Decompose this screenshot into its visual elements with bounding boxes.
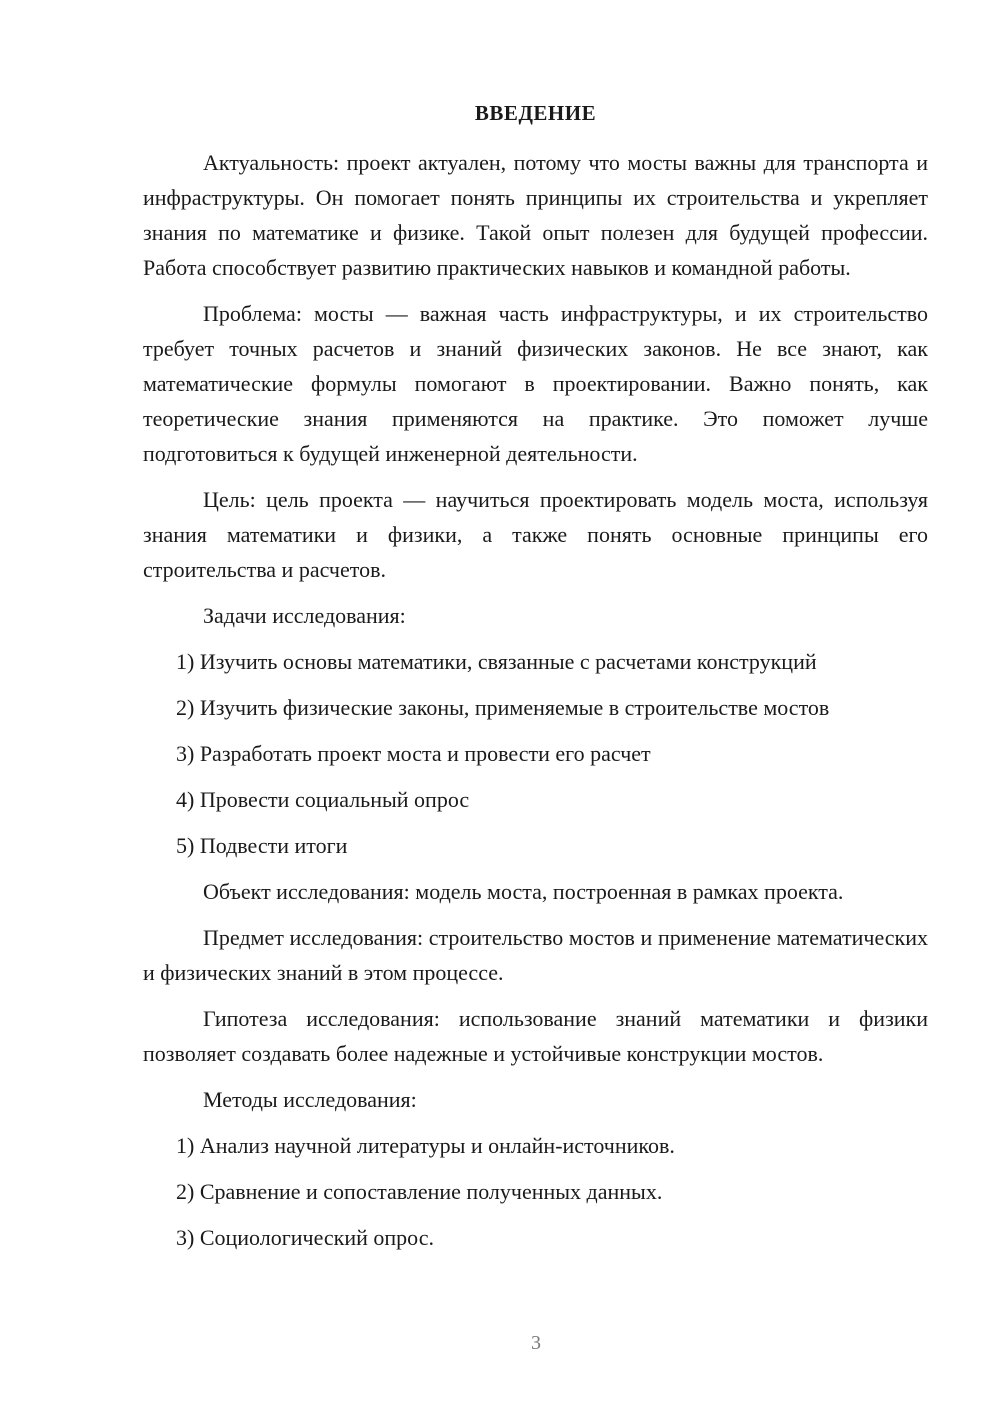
document-page	[143, 96, 928, 1266]
hypothesis-paragraph: Гипотеза исследования: использование знаний математики и физики позволяет создавать более надежные и устойчивые конструкции мостов.	[143, 1006, 928, 1066]
page-number: 3	[531, 1332, 541, 1354]
relevance-paragraph: Актуальность: проект актуален, потому что мосты важны для транспорта и инфраструктуры. Он помогает понять принципы их строительства и укрепляет знания по математике и физике. Такой опыт полезен для будущей профессии. Работа способствует развитию практических навыков и командной работы.	[143, 150, 928, 280]
list-item: 1) Анализ научной литературы и онлайн-источников.	[176, 1133, 675, 1158]
methods-heading: Методы исследования:	[203, 1087, 417, 1112]
tasks-heading: Задачи исследования:	[203, 603, 406, 628]
goal-paragraph: Цель: цель проекта — научиться проектировать модель моста, используя знания математики и физики, а также понять основные принципы его строительства и расчетов.	[143, 487, 928, 582]
methods-list	[143, 1128, 928, 1255]
list-item: 4) Провести социальный опрос	[176, 787, 470, 812]
section-title: ВВЕДЕНИЕ	[474, 101, 597, 125]
problem-paragraph: Проблема: мосты — важная часть инфраструктуры, и их строительство требует точных расчетов и знаний физических законов. Не все знают, как математические формулы помогают в проектировании. Важно понять, как теоретические знания применяются на практике. Это поможет лучше подготовиться к будущей инженерной деятельности.	[143, 301, 928, 466]
list-item: 5) Подвести итоги	[176, 833, 348, 858]
list-item: 2) Сравнение и сопоставление полученных данных.	[176, 1179, 663, 1204]
list-item: 3) Социологический опрос.	[176, 1225, 434, 1250]
tasks-list	[143, 644, 928, 863]
subject-paragraph: Предмет исследования: строительство мостов и применение математических и физических знаний в этом процессе.	[143, 925, 928, 985]
object-paragraph: Объект исследования: модель моста, построенная в рамках проекта.	[203, 879, 844, 904]
list-item: 1) Изучить основы математики, связанные с расчетами конструкций	[176, 649, 817, 674]
list-item: 2) Изучить физические законы, применяемые в строительстве мостов	[176, 695, 830, 720]
list-item: 3) Разработать проект моста и провести его расчет	[176, 741, 651, 766]
